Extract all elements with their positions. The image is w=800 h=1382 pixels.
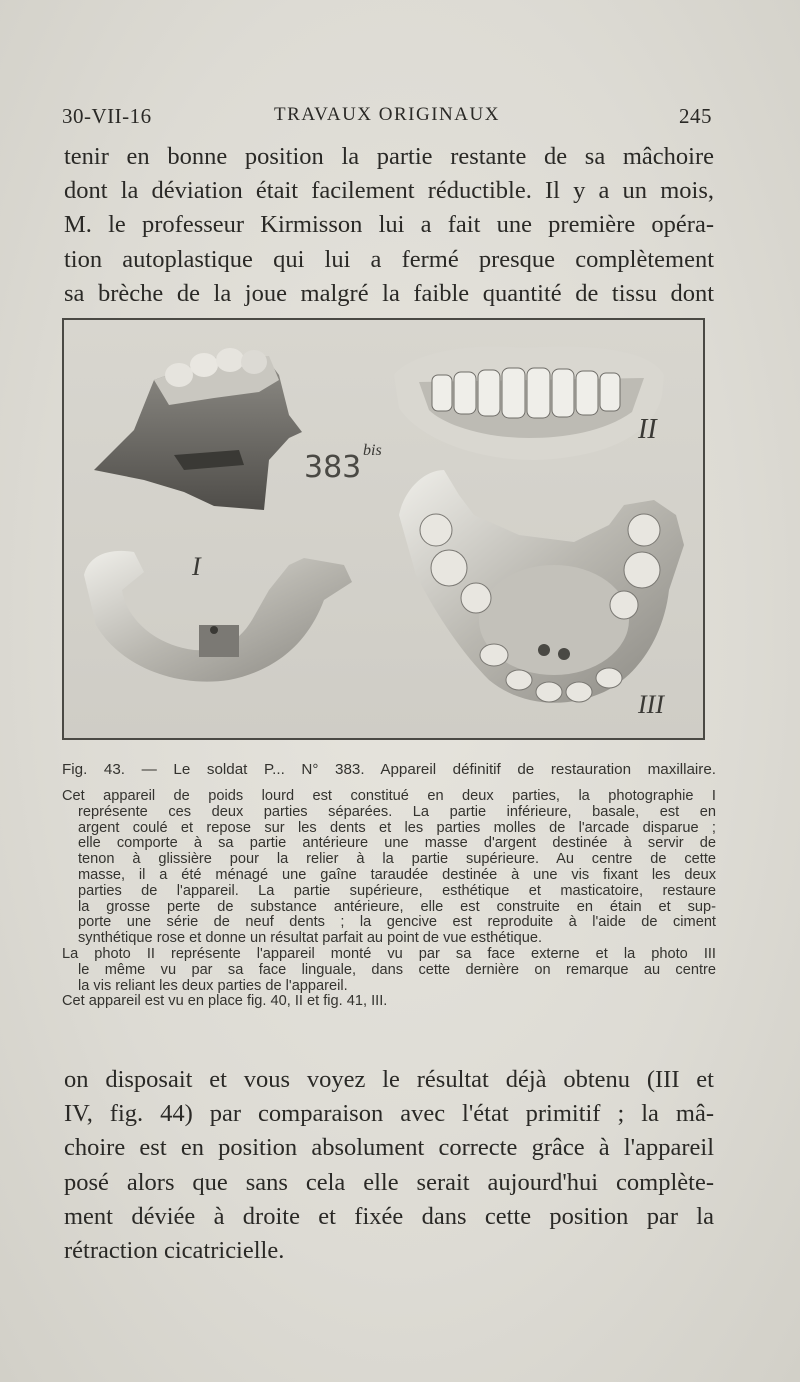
caption-line: synthétique rose et donne un résultat parfait au point de vue esthétique. bbox=[78, 930, 543, 947]
caption-line: la grosse perte de substance antérieure, elle est construite en étain et sup- bbox=[78, 898, 716, 915]
running-title: TRAVAUX ORIGINAUX bbox=[274, 104, 500, 125]
text-line: dont la déviation était facilement réductible. Il y a un mois, bbox=[64, 177, 714, 205]
figure-label-ii: II bbox=[638, 414, 657, 445]
figure-photograph bbox=[62, 318, 705, 740]
text-line: sa brèche de la joue malgré la faible quantité de tissu dont bbox=[64, 279, 714, 307]
page-number: 245 bbox=[679, 104, 712, 128]
text-line: IV, fig. 44) par comparaison avec l'état primitif ; la mâ- bbox=[64, 1100, 714, 1128]
caption-title: Fig. 43. — Le soldat P... N° 383. Appareil définitif de restauration maxillaire. bbox=[62, 761, 716, 778]
text-line: choire est en position absolument correcte grâce à l'appareil bbox=[64, 1134, 714, 1162]
caption-line: argent coulé et repose sur les dents et les parties molles de l'arcade disparue ; bbox=[78, 819, 716, 836]
specimen-number: 383 bbox=[304, 450, 362, 485]
caption-line: Cet appareil est vu en place fig. 40, II et fig. 41, III. bbox=[62, 993, 388, 1010]
caption-line: Cet appareil de poids lourd est constitué en deux parties, la photographie I bbox=[62, 788, 716, 804]
caption-line: le même vu par sa face linguale, dans cette dernière on remarque au centre bbox=[78, 961, 716, 978]
caption-line: porte une série de neuf dents ; la gencive est reproduite à l'aide de ciment bbox=[78, 914, 716, 931]
caption-line: parties de l'appareil. La partie supérieure, esthétique et masticatoire, restaure bbox=[78, 882, 716, 899]
text-line: M. le professeur Kirmisson lui a fait une première opéra- bbox=[64, 211, 714, 239]
specimen-number-suffix: bis bbox=[363, 442, 382, 459]
caption-line: représente ces deux parties séparées. La partie inférieure, basale, est en bbox=[78, 803, 716, 820]
dental-appliance-photo bbox=[64, 320, 703, 738]
caption-line: tenon à glissière pour la relier à la partie supérieure. Au centre de cette bbox=[78, 851, 716, 868]
bottom-paragraph bbox=[64, 1063, 714, 1268]
text-line: posé alors que sans cela elle serait aujourd'hui complète- bbox=[64, 1168, 714, 1196]
text-line: ment déviée à droite et fixée dans cette position par la bbox=[64, 1202, 714, 1230]
text-line: tenir en bonne position la partie restante de sa mâchoire bbox=[64, 143, 714, 170]
caption-line: la vis reliant les deux parties de l'appareil. bbox=[78, 977, 348, 994]
figure-label-i: I bbox=[192, 552, 201, 581]
caption-line: masse, il a été ménagé une gaîne taraudée destinée à une vis fixant les deux bbox=[78, 866, 716, 883]
figure-label-iii: III bbox=[638, 690, 664, 719]
text-line: rétraction cicatricielle. bbox=[64, 1236, 285, 1264]
top-paragraph bbox=[64, 140, 714, 311]
date-folio: 30-VII-16 bbox=[62, 104, 152, 128]
text-line: on disposait et vous voyez le résultat déjà obtenu (III et bbox=[64, 1066, 714, 1093]
running-header bbox=[62, 104, 712, 132]
caption-line: elle comporte à sa partie antérieure une masse d'argent destinée à servir de bbox=[78, 835, 716, 852]
text-line: tion autoplastique qui lui a fermé presque complètement bbox=[64, 245, 714, 273]
caption-line: La photo II représente l'appareil monté vu par sa face externe et la photo III bbox=[62, 945, 716, 962]
figure-caption bbox=[62, 762, 716, 1010]
